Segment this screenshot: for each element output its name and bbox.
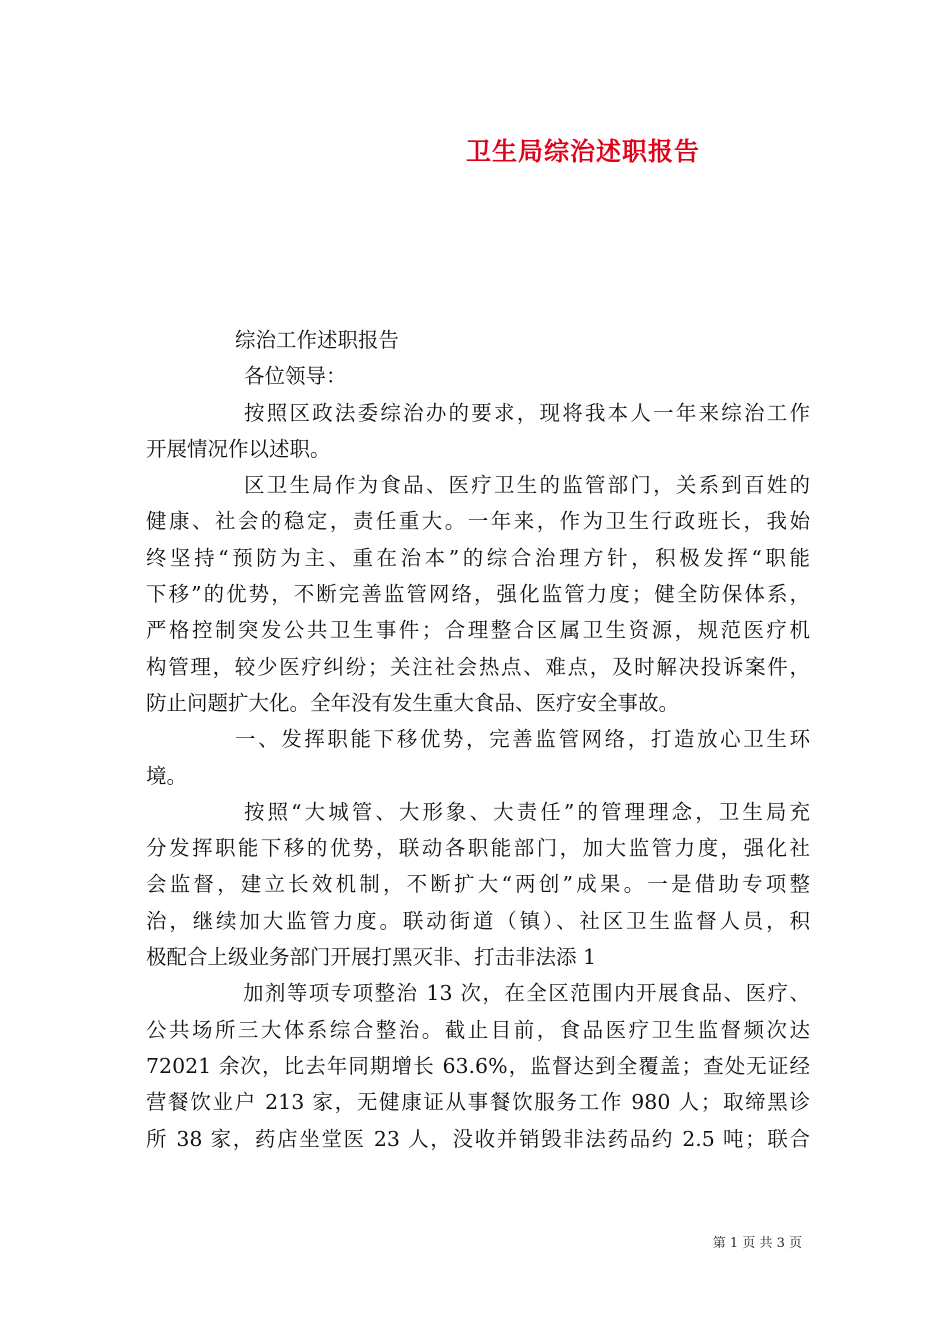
section-heading: 综治工作述职报告 bbox=[235, 328, 399, 352]
document-title: 卫生局综治述职报告 bbox=[465, 137, 700, 166]
paragraph-line: 加剂等项专项整治 13 次，在全区范围内开展食品、医疗、 bbox=[243, 981, 810, 1006]
document-body bbox=[146, 322, 810, 1157]
paragraph-line: 按照区政法委综治办的要求，现将我本人一年来综治工作 bbox=[244, 400, 810, 425]
paragraph-line: 所 38 家，药店坐堂医 23 人，没收并销毁非法药品约 2.5 吨；联合 bbox=[146, 1126, 810, 1151]
paragraph-line: 严格控制突发公共卫生事件；合理整合区属卫生资源，规范医疗机 bbox=[146, 618, 810, 643]
paragraph-line: 72021 余次，比去年同期增长 63.6%，监督达到全覆盖；查处无证经 bbox=[146, 1053, 810, 1078]
paragraph-line: 健康、社会的稳定，责任重大。一年来，作为卫生行政班长，我始 bbox=[146, 509, 810, 534]
paragraph-line: 营餐饮业户 213 家，无健康证从事餐饮服务工作 980 人；取缔黑诊 bbox=[146, 1090, 810, 1115]
paragraph-line: 会监督，建立长效机制，不断扩大“两创”成果。一是借助专项整 bbox=[146, 872, 810, 897]
paragraph-line: 极配合上级业务部门开展打黑灭非、打击非法添 1 bbox=[146, 945, 597, 970]
paragraph-line: 开展情况作以述职。 bbox=[146, 436, 331, 461]
paragraph-line: 终坚持“预防为主、重在治本”的综合治理方针，积极发挥“职能 bbox=[146, 545, 810, 570]
paragraph-line: 区卫生局作为食品、医疗卫生的监管部门，关系到百姓的 bbox=[244, 473, 810, 498]
section-heading-line: 一、发挥职能下移优势，完善监管网络，打造放心卫生环 bbox=[235, 727, 810, 752]
paragraph-line: 下移”的优势，不断完善监管网络，强化监管力度；健全防保体系， bbox=[146, 582, 810, 607]
paragraph-line: 防止问题扩大化。全年没有发生重大食品、医疗安全事故。 bbox=[146, 690, 679, 715]
paragraph-line: 构管理，较少医疗纠纷；关注社会热点、难点，及时解决投诉案件， bbox=[146, 654, 810, 679]
page-number-footer: 第 1 页 共 3 页 bbox=[712, 1236, 802, 1251]
paragraph-line: 治，继续加大监管力度。联动街道（镇）、社区卫生监督人员，积 bbox=[146, 908, 810, 933]
paragraph-line: 按照“大城管、大形象、大责任”的管理理念，卫生局充 bbox=[244, 799, 810, 824]
salutation: 各位领导： bbox=[244, 364, 347, 389]
paragraph-line: 分发挥职能下移的优势，联动各职能部门，加大监管力度，强化社 bbox=[146, 836, 810, 861]
section-heading-line: 境。 bbox=[146, 763, 187, 788]
paragraph-line: 公共场所三大体系综合整治。截止目前，食品医疗卫生监督频次达 bbox=[146, 1017, 810, 1042]
